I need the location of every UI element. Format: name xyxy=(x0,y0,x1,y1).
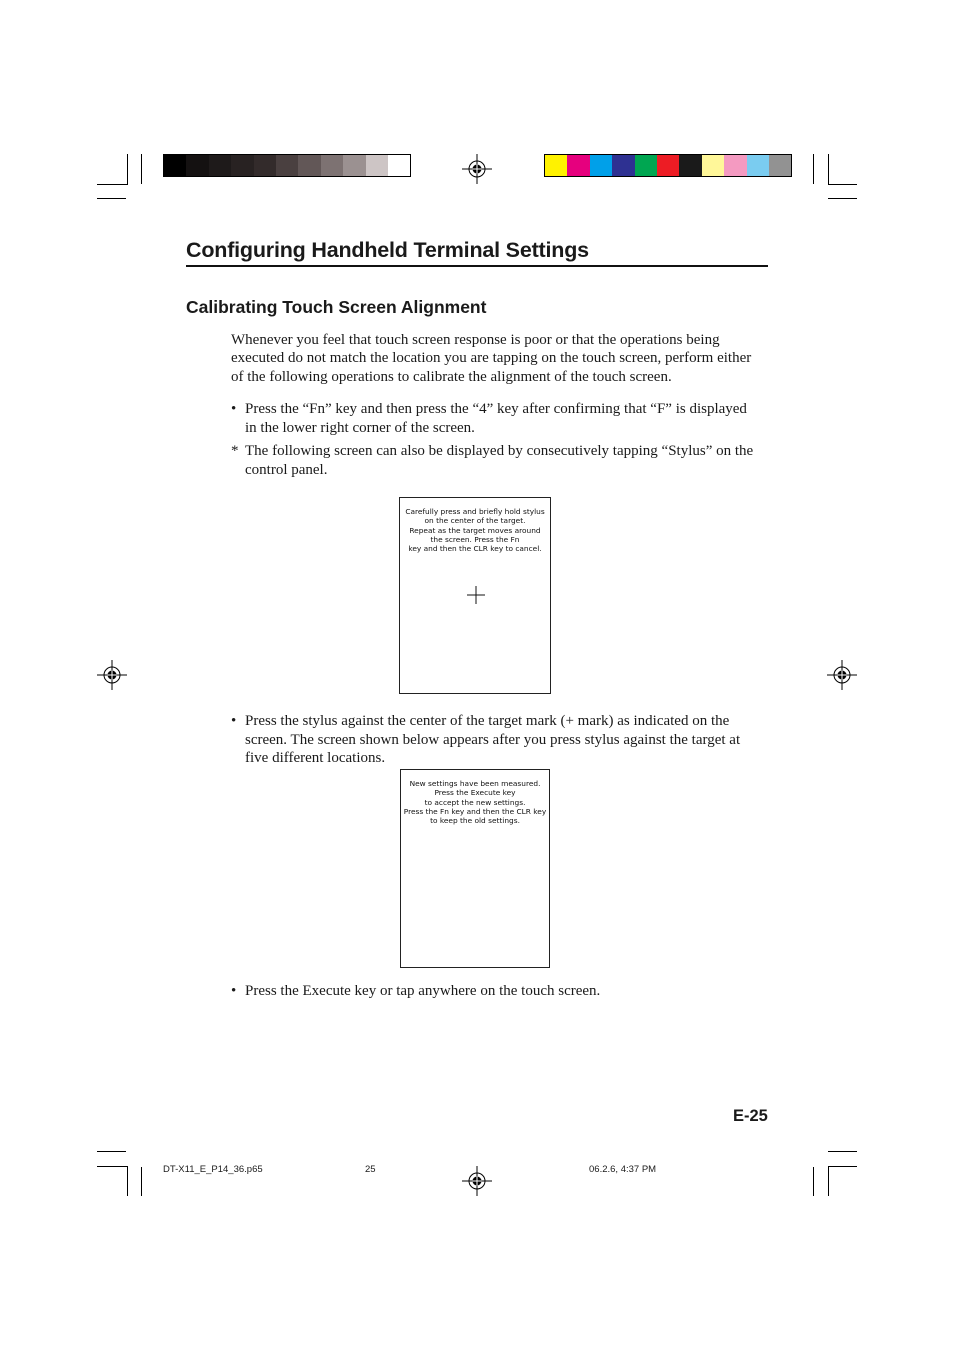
crop-mark xyxy=(813,154,814,184)
target-crosshair-icon xyxy=(467,586,485,604)
color-swatch xyxy=(747,155,769,176)
crop-mark xyxy=(828,1167,829,1196)
color-swatch xyxy=(209,155,231,176)
list-item xyxy=(231,712,765,770)
screen-message-line: the screen. Press the Fn xyxy=(430,534,520,544)
color-swatch xyxy=(545,155,567,176)
registration-mark-icon xyxy=(462,1166,492,1196)
note-text: The following screen can also be displayed by consecutively tapping “Stylus” on the control panel. xyxy=(245,443,754,478)
crop-mark xyxy=(127,1167,128,1196)
color-swatch xyxy=(164,155,186,176)
crop-mark xyxy=(141,1167,142,1196)
footer-page: 25 xyxy=(365,1164,376,1175)
crop-mark xyxy=(127,154,128,184)
crop-mark xyxy=(828,154,829,184)
bullet-icon: • xyxy=(231,983,237,999)
registration-mark-icon xyxy=(97,660,127,690)
screen-message-line: to keep the old settings. xyxy=(430,816,520,826)
screen-message-line: Press the Fn key and then the CLR key xyxy=(403,806,547,816)
section-heading: Calibrating Touch Screen Alignment xyxy=(186,297,487,317)
crop-mark xyxy=(828,1166,857,1167)
crop-mark xyxy=(141,154,142,184)
list-item-text: Press the stylus against the center of the target mark (+ mark) as indicated on the screen. The screen shown below appears after you press stylus against the target at five different locations. xyxy=(245,713,741,767)
screen-message-line: on the center of the target. xyxy=(424,516,526,526)
crop-mark xyxy=(828,1151,857,1152)
asterisk-icon: * xyxy=(231,443,239,459)
crop-mark xyxy=(828,198,857,199)
color-swatch xyxy=(343,155,365,176)
bullet-icon: • xyxy=(231,401,237,417)
screen-message-line: Press the Execute key xyxy=(434,788,516,798)
footer-filename: DT-X11_E_P14_36.p65 xyxy=(163,1164,263,1175)
registration-mark-icon xyxy=(462,154,492,184)
screen-message-line: New settings have been measured. xyxy=(409,779,541,788)
color-swatch xyxy=(724,155,746,176)
screen-message xyxy=(400,507,550,553)
color-swatch xyxy=(769,155,791,176)
screen-message xyxy=(401,779,549,825)
color-swatch xyxy=(321,155,343,176)
color-swatch xyxy=(298,155,320,176)
color-swatch xyxy=(635,155,657,176)
color-swatch xyxy=(388,155,410,176)
color-swatch xyxy=(702,155,724,176)
color-swatch xyxy=(254,155,276,176)
crop-mark xyxy=(97,1166,128,1167)
page-title: Configuring Handheld Terminal Settings xyxy=(186,238,768,267)
color-swatch xyxy=(231,155,253,176)
color-swatch xyxy=(186,155,208,176)
color-swatch xyxy=(612,155,634,176)
crop-mark xyxy=(97,198,126,199)
color-swatch xyxy=(567,155,589,176)
crop-mark xyxy=(813,1167,814,1196)
color-swatch xyxy=(276,155,298,176)
crop-mark xyxy=(97,1151,126,1152)
intro-paragraph: Whenever you feel that touch screen response is poor or that the operations being executed do not match the location you are tapping on the touch screen, perform either of the following operations to calibrate the alignment of the touch screen. xyxy=(231,332,752,385)
grayscale-calibration-bar xyxy=(163,154,411,177)
footer-timestamp: 06.2.6, 4:37 PM xyxy=(589,1164,657,1175)
registration-mark-icon xyxy=(827,660,857,690)
crop-mark xyxy=(97,184,128,185)
list-item-text: Press the Execute key or tap anywhere on the touch screen. xyxy=(245,983,601,999)
bullet-icon: • xyxy=(231,713,237,729)
color-calibration-bar xyxy=(544,154,792,177)
screen-message-line: key and then the CLR key to cancel. xyxy=(408,544,542,554)
crop-mark xyxy=(828,184,857,185)
color-swatch xyxy=(657,155,679,176)
page-number: E-25 xyxy=(733,1107,768,1125)
color-swatch xyxy=(366,155,388,176)
note-item xyxy=(231,442,765,482)
list-item-text: Press the “Fn” key and then press the “4” key after confirming that “F” is displayed in the lower right corner of the screen. xyxy=(245,401,747,436)
settings-measured-screen-illustration xyxy=(400,769,550,968)
calibration-screen-illustration xyxy=(399,497,551,694)
screen-message-line: to accept the new settings. xyxy=(424,797,526,807)
screen-message-line: Repeat as the target moves around xyxy=(409,525,541,535)
screen-message-line: Carefully press and briefly hold stylus xyxy=(405,507,545,516)
color-swatch xyxy=(590,155,612,176)
list-item xyxy=(231,400,765,440)
list-item xyxy=(231,982,765,1002)
color-swatch xyxy=(679,155,701,176)
